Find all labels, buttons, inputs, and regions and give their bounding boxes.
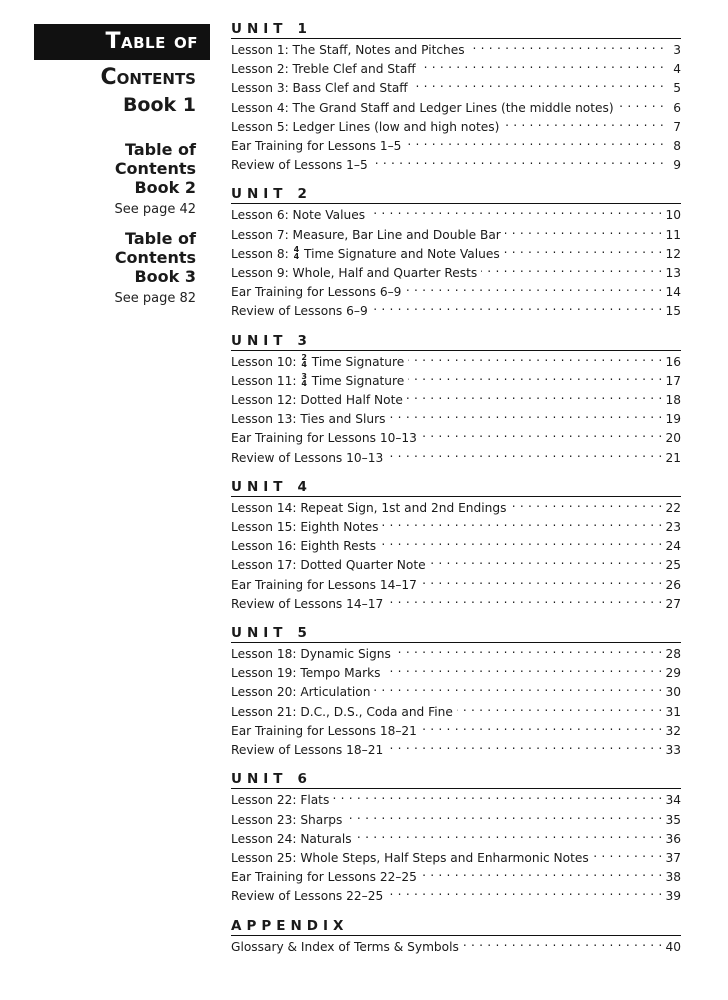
toc-entry-title: Ear Training for Lessons 6–9 [231,285,402,300]
book2-title-line1: Table of [125,140,196,159]
page-number: 8 [673,139,681,154]
unit-section [231,478,681,614]
page-number: 39 [665,889,681,904]
book3-see-page[interactable]: See page 82 [114,291,196,306]
toc-entry-title: Ear Training for Lessons 10–13 [231,431,417,446]
toc-entry[interactable] [231,79,681,98]
dot-leader [387,742,662,754]
time-signature-symbol [294,246,300,260]
page-number: 13 [665,266,681,281]
dot-leader [387,596,662,608]
page-number: 34 [665,793,681,808]
unit-heading [231,332,681,351]
dot-leader [395,646,663,658]
page-number: 27 [665,596,681,611]
toc-entry-title: Review of Lessons 18–21 [231,743,384,758]
unit-heading [231,917,681,936]
unit-label: UNIT [231,332,288,349]
book2-see-page[interactable]: See page 42 [114,202,196,217]
toc-entry[interactable] [231,499,681,518]
dot-leader [408,354,662,366]
dot-leader [618,100,664,112]
dot-leader [463,939,663,951]
page-number: 32 [665,723,681,738]
time-signature-symbol [301,373,307,387]
page-number: 23 [665,520,681,535]
toc-entry-title: Review of Lessons 1–5 [231,158,368,173]
dot-leader [372,303,663,315]
dot-leader [387,888,662,900]
toc-entry-title-prefix: Lesson 8: [231,246,293,261]
page-number: 25 [665,558,681,573]
toc-entry[interactable] [231,41,681,60]
page-title-bar [34,24,210,60]
dot-leader [481,265,662,277]
toc-entry-title: Lesson 3: Bass Clef and Staff [231,81,408,96]
toc-entry-title: Lesson 2: Treble Clef and Staff [231,62,416,77]
toc-entry-title: Lesson 4: The Grand Staff and Ledger Lines (the middle notes) [231,100,614,115]
toc-entry-title: Lesson 7: Measure, Bar Line and Double Bar [231,227,501,242]
unit-number: 1 [297,21,312,37]
unit-label: UNIT [231,478,288,495]
dot-leader [469,42,664,54]
dot-leader [593,850,663,862]
toc-entry-title: Lesson 20: Articulation [231,685,371,700]
toc-entry-title: Lesson 5: Ledger Lines (low and high notes) [231,119,500,134]
page-number: 18 [665,393,681,408]
toc-entry-title: Lesson 6: Note Values [231,208,366,223]
toc-entry-title: Lesson 16: Eighth Rests [231,539,377,554]
toc-entry-title: Lesson 22: Flats [231,793,330,808]
page-number: 17 [665,373,681,388]
time-signature-bottom: 4 [301,359,307,369]
toc-entry[interactable] [231,595,681,614]
time-signature-symbol [301,354,307,368]
toc-entry-title [231,245,504,264]
unit-section [231,20,681,175]
toc-entry-title: Glossary & Index of Terms & Symbols [231,939,459,954]
toc-entry[interactable] [231,518,681,537]
toc-entry[interactable] [231,245,681,264]
page-number: 38 [665,870,681,885]
table-of-contents [231,20,681,967]
toc-entry-title: Ear Training for Lessons 14–17 [231,577,417,592]
page-title-line1: Table of [105,29,198,54]
page-number: 3 [673,43,681,57]
toc-entry[interactable] [231,264,681,283]
dot-leader [405,138,664,150]
toc-entry[interactable] [231,429,681,448]
page-number: 30 [665,685,681,700]
page-number: 12 [665,246,681,261]
toc-entry-title: Lesson 9: Whole, Half and Quarter Rests [231,266,478,281]
time-signature-top: 2 [301,352,307,362]
toc-entry-title: Review of Lessons 22–25 [231,889,384,904]
page-number: 31 [665,704,681,719]
toc-entry-title: Lesson 18: Dynamic Signs [231,647,391,662]
dot-leader [510,500,662,512]
toc-entry-title: Lesson 1: The Staff, Notes and Pitches [231,43,465,57]
toc-entry[interactable] [231,283,681,302]
dot-leader [412,80,664,92]
dot-leader [407,392,663,404]
toc-entry[interactable] [231,683,681,702]
time-signature-bottom: 4 [301,378,307,388]
page-number: 26 [665,577,681,592]
page-number: 10 [665,208,681,223]
toc-entry-title [231,353,408,372]
page-number: 20 [665,431,681,446]
toc-entry[interactable] [231,156,681,175]
unit-section [231,185,681,321]
book3-title-line2: Contents [114,248,196,267]
book3-title-line3: Book 3 [134,267,196,286]
page-number: 33 [665,743,681,758]
toc-entry[interactable] [231,537,681,556]
page-number: 11 [665,227,681,242]
unit-label: UNIT [231,771,288,788]
page-number: 19 [665,412,681,427]
toc-entry-title: Lesson 24: Naturals [231,831,352,846]
dot-leader [356,831,663,843]
toc-entry-title: Ear Training for Lessons 22–25 [231,870,417,885]
unit-heading [231,624,681,643]
toc-entry-title-prefix: Lesson 11: [231,373,301,388]
toc-entry[interactable] [231,849,681,868]
dot-leader [346,812,662,824]
toc-entry-title: Lesson 12: Dotted Half Note [231,393,403,408]
toc-entry[interactable] [231,576,681,595]
dot-leader [372,157,664,169]
dot-leader [387,450,662,462]
dot-leader [408,373,662,385]
page-number: 14 [665,285,681,300]
page-number: 24 [665,539,681,554]
page-number: 36 [665,831,681,846]
page-number: 5 [673,81,681,96]
unit-label: UNIT [231,21,288,37]
toc-entry[interactable] [231,60,681,79]
dot-leader [421,723,663,735]
dot-leader [457,704,663,716]
toc-entry-title: Ear Training for Lessons 1–5 [231,139,402,154]
book3-title-line1: Table of [125,229,196,248]
toc-entry[interactable] [231,868,681,887]
unit-label: UNIT [231,625,288,642]
dot-leader [390,411,663,423]
page-number: 22 [665,500,681,515]
toc-entry[interactable] [231,556,681,575]
toc-entry[interactable] [231,811,681,830]
dot-leader [421,869,663,881]
toc-entry[interactable] [231,302,681,321]
toc-entry-title: Lesson 19: Tempo Marks [231,666,381,681]
toc-entry-title: Review of Lessons 14–17 [231,596,384,611]
dot-leader [374,684,662,696]
toc-entry[interactable] [231,353,681,372]
book3-reference[interactable] [46,229,196,309]
toc-entry-title: Lesson 15: Eighth Notes [231,520,379,535]
toc-entry-title: Ear Training for Lessons 18–21 [231,723,417,738]
toc-entry-title: Lesson 21: D.C., D.S., Coda and Fine [231,704,453,719]
time-signature-bottom: 4 [293,251,300,261]
dot-leader [380,538,662,550]
toc-entry[interactable] [231,887,681,906]
unit-heading [231,478,681,497]
unit-heading [231,20,681,39]
dot-leader [503,119,664,131]
unit-heading [231,770,681,789]
dot-leader [382,519,662,531]
toc-entry-title: Lesson 23: Sharps [231,812,343,827]
toc-entry[interactable] [231,645,681,664]
page-title-line2: Contents [100,65,196,90]
unit-label: APPENDIX [231,917,349,934]
page-number: 6 [673,100,681,115]
unit-section [231,917,681,957]
toc-entry-title: Review of Lessons 10–13 [231,450,384,465]
dot-leader [421,430,663,442]
dot-leader [504,246,663,258]
toc-entry[interactable] [231,137,681,156]
toc-entry-title: Lesson 25: Whole Steps, Half Steps and Enharmonic Notes [231,850,589,865]
toc-entry-title [231,372,408,391]
toc-entry-title: Lesson 17: Dotted Quarter Note [231,558,426,573]
unit-number: 3 [297,332,312,349]
toc-entry[interactable] [231,741,681,760]
toc-entry[interactable] [231,722,681,741]
toc-entry[interactable] [231,206,681,225]
book2-title-line2: Contents [114,159,196,178]
toc-entry-title: Review of Lessons 6–9 [231,304,368,319]
dot-leader [405,284,662,296]
dot-leader [420,61,664,73]
dot-leader [385,665,663,677]
time-signature-top: 4 [293,244,300,254]
toc-entry[interactable] [231,938,681,957]
page-number: 35 [665,812,681,827]
unit-section [231,624,681,760]
unit-number: 2 [297,186,312,203]
toc-entry[interactable] [231,830,681,849]
unit-heading [231,185,681,204]
toc-entry-title-suffix: Time Signature [307,354,405,369]
unit-number: 5 [297,625,312,642]
dot-leader [505,227,663,239]
page-number: 28 [665,647,681,662]
unit-number: 4 [297,478,312,495]
toc-entry[interactable] [231,372,681,391]
page-number: 21 [665,450,681,465]
book2-reference[interactable] [46,140,196,220]
toc-entry[interactable] [231,410,681,429]
toc-entry-title-suffix: Time Signature and Note Values [300,246,500,261]
toc-entry[interactable] [231,703,681,722]
page-number: 40 [665,939,681,954]
page-number: 7 [673,119,681,134]
page-number: 29 [665,666,681,681]
toc-entry-title-suffix: Time Signature [307,373,405,388]
unit-label: UNIT [231,186,288,203]
dot-leader [333,792,662,804]
page-title-book: Book 1 [122,94,196,116]
unit-section [231,332,681,468]
toc-entry[interactable] [231,449,681,468]
toc-entry-title-prefix: Lesson 10: [231,354,301,369]
unit-section [231,770,681,906]
dot-leader [430,557,663,569]
page-number: 15 [665,304,681,319]
dot-leader [421,577,663,589]
page-number: 4 [673,62,681,77]
unit-number: 6 [297,771,312,788]
toc-entry[interactable] [231,791,681,810]
page-number: 37 [665,850,681,865]
toc-entry[interactable] [231,118,681,137]
toc-entry[interactable] [231,664,681,683]
toc-entry-title: Lesson 13: Ties and Slurs [231,412,386,427]
toc-entry[interactable] [231,99,681,118]
toc-entry-title: Lesson 14: Repeat Sign, 1st and 2nd Endings [231,500,507,515]
page-number: 9 [673,158,681,173]
dot-leader [369,207,662,219]
toc-entry[interactable] [231,391,681,410]
book2-title-line3: Book 2 [134,178,196,197]
time-signature-top: 3 [301,371,307,381]
toc-entry[interactable] [231,226,681,245]
page-number: 16 [665,354,681,369]
